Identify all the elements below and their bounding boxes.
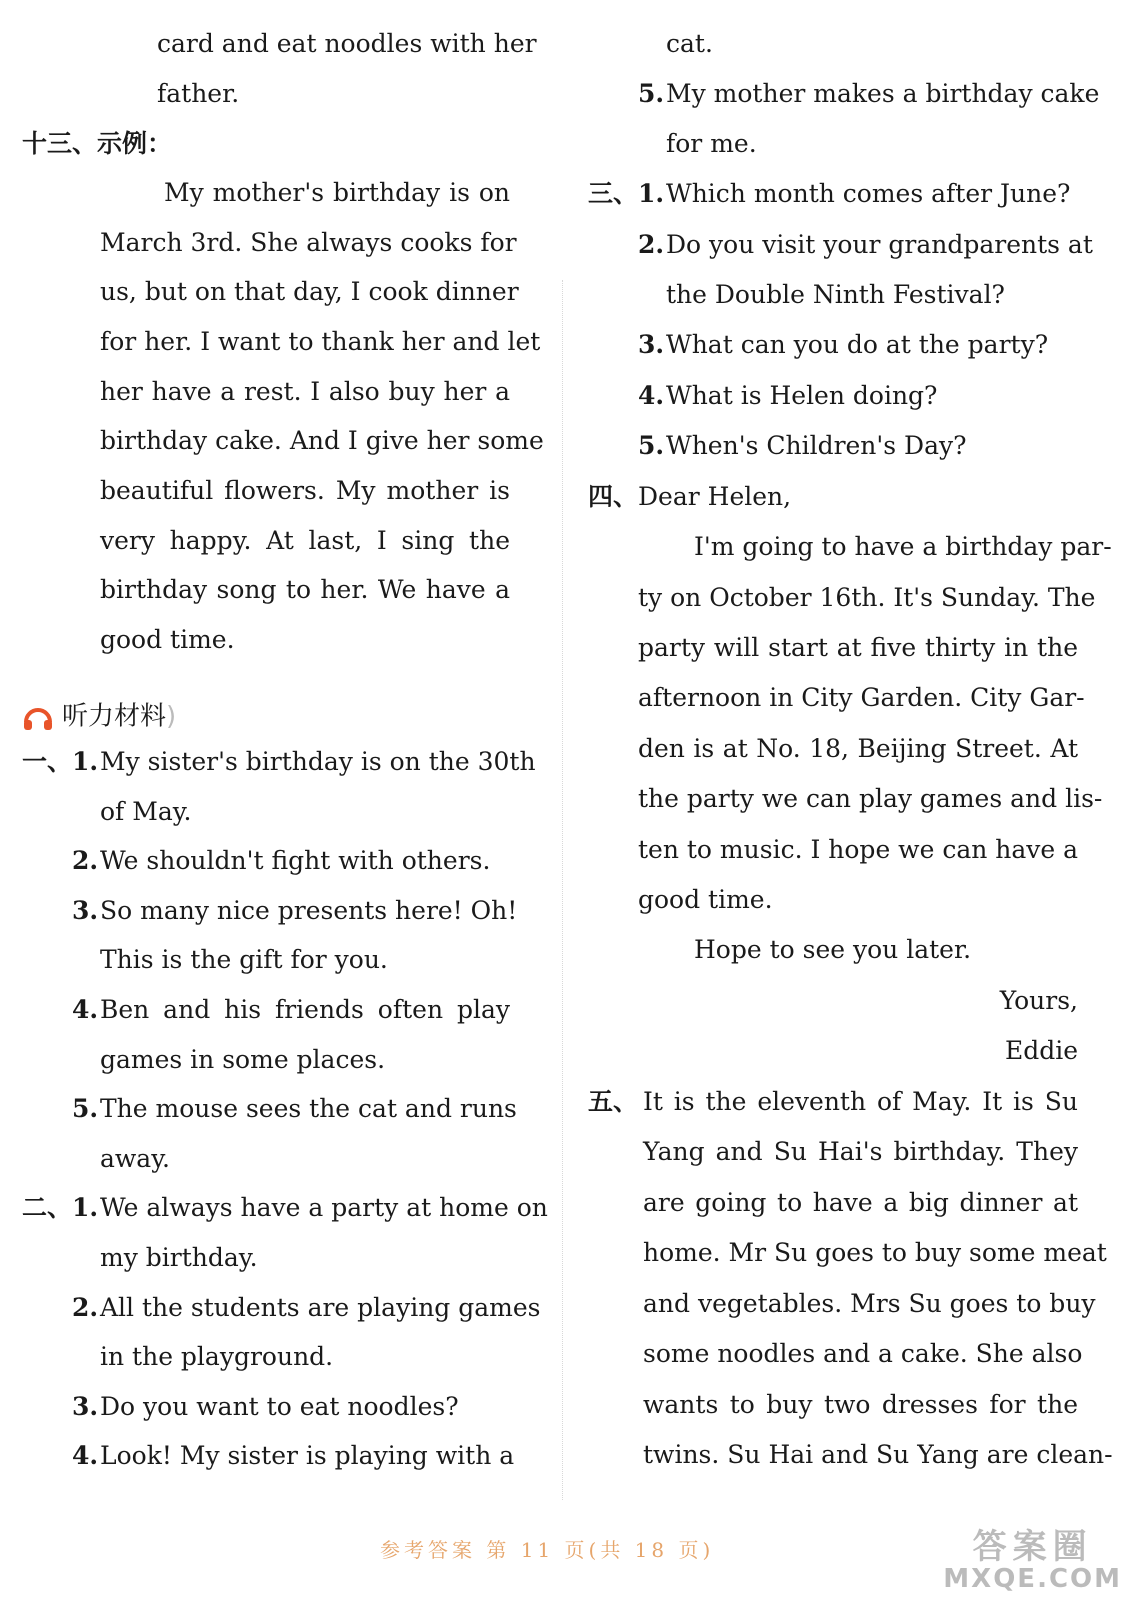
item-number: 2. [638,230,665,259]
item-number: 4. [72,995,99,1024]
sentence-line: cat. [666,29,713,58]
column-divider [562,280,563,1500]
letter-line: good time. [638,885,773,914]
essay-line: March 3rd. She always cooks for [100,228,517,257]
letter-line: ty on October 16th. It's Sunday. The [638,583,1096,612]
sentence-line: This is the gift for you. [100,945,388,974]
essay-line: for her. I want to thank her and let [100,327,541,356]
letter-line: ten to music. I hope we can have a [638,835,1079,864]
letter-line: the party we can play games and lis- [638,784,1103,813]
letter-greeting: Dear Helen, [638,482,792,511]
item-number: 1. [638,179,665,208]
watermark-logo [943,1527,1122,1594]
sentence-line: Do you want to eat noodles? [100,1392,459,1421]
item-number: 5. [638,431,665,460]
listening-header: 听力材料) [22,698,176,734]
part-4-marker: 四、 [588,482,639,511]
sentence-line: my birthday. [100,1243,258,1272]
letter-line: party will start at five thirty in the [638,633,1078,662]
item-number: 3. [638,330,665,359]
item-number: 1. [72,747,99,776]
watermark-url: MXQE.COM [943,1564,1122,1594]
essay-line: beautiful flowers. My mother is [100,476,510,505]
item-number: 4. [72,1441,99,1470]
left-text-line: father. [157,79,240,108]
sentence-line: When's Children's Day? [666,431,967,460]
letter-line: den is at No. 18, Beijing Street. At [638,734,1078,763]
letter-sign-name: Eddie [1004,1036,1078,1065]
page-footer: 参考答案 第 11 页(共 18 页) [380,1538,715,1562]
essay-line: birthday cake. And I give her some [100,426,544,455]
sentence-line: My sister's birthday is on the 30th [100,747,536,776]
watermark-text: 答案圈 [972,1527,1093,1567]
passage-line: twins. Su Hai and Su Yang are clean- [643,1440,1113,1469]
essay-line: My mother's birthday is on [164,178,510,207]
listening-title: 听力材料 [62,701,167,732]
sentence-line: Which month comes after June? [666,179,1071,208]
passage-line: Yang and Su Hai's birthday. They [643,1137,1078,1166]
part-2-marker: 二、 [22,1193,73,1222]
letter-sign-yours: Yours, [999,986,1078,1015]
item-number: 5. [638,79,665,108]
letter-line: afternoon in City Garden. City Gar- [638,683,1085,712]
sentence-line: What can you do at the party? [666,330,1049,359]
item-number: 1. [72,1193,99,1222]
sentence-line: Do you visit your grandparents at [666,230,1093,259]
essay-line: very happy. At last, I sing the [100,526,510,555]
sentence-line: What is Helen doing? [666,381,938,410]
item-number: 5. [72,1094,99,1123]
essay-line: good time. [100,625,235,654]
letter-line: I'm going to have a birthday par- [694,532,1112,561]
item-number: 4. [638,381,665,410]
essay-line: birthday song to her. We have a [100,575,510,604]
passage-line: are going to have a big dinner at [643,1188,1078,1217]
part-5-marker: 五、 [588,1087,639,1116]
sentence-line: Ben and his friends often play [100,995,510,1024]
sentence-line: Look! My sister is playing with a [100,1441,515,1470]
item-number: 2. [72,846,99,875]
letter-closing: Hope to see you later. [694,935,972,964]
part-1-marker: 一、 [22,747,73,776]
item-number: 3. [72,1392,99,1421]
item-number: 2. [72,1293,99,1322]
sentence-line: All the students are playing games [100,1293,541,1322]
sentence-line: games in some places. [100,1045,386,1074]
sentence-line: away. [100,1144,170,1173]
passage-line: and vegetables. Mrs Su goes to buy [643,1289,1096,1318]
essay-line: us, but on that day, I cook dinner [100,277,519,306]
sentence-line: We always have a party at home on [100,1193,548,1222]
sentence-line: So many nice presents here! Oh! [100,896,518,925]
sentence-line: the Double Ninth Festival? [666,280,1005,309]
part-3-marker: 三、 [588,179,639,208]
sentence-line: My mother makes a birthday cake [666,79,1100,108]
passage-line: wants to buy two dresses for the [643,1390,1078,1419]
left-text-line: card and eat noodles with her [157,29,537,58]
headphones-icon [22,702,54,732]
sentence-line: in the playground. [100,1342,334,1371]
item-number: 3. [72,896,99,925]
passage-line: It is the eleventh of May. It is Su [643,1087,1078,1116]
essay-line: her have a rest. I also buy her a [100,377,510,406]
sentence-line: The mouse sees the cat and runs [100,1094,517,1123]
sentence-line: of May. [100,797,192,826]
passage-line: some noodles and a cake. She also [643,1339,1083,1368]
passage-line: home. Mr Su goes to buy some meat [643,1238,1107,1267]
section-13-marker: 十三、示例： [22,129,173,158]
sentence-line: for me. [666,129,757,158]
sentence-line: We shouldn't fight with others. [100,846,491,875]
